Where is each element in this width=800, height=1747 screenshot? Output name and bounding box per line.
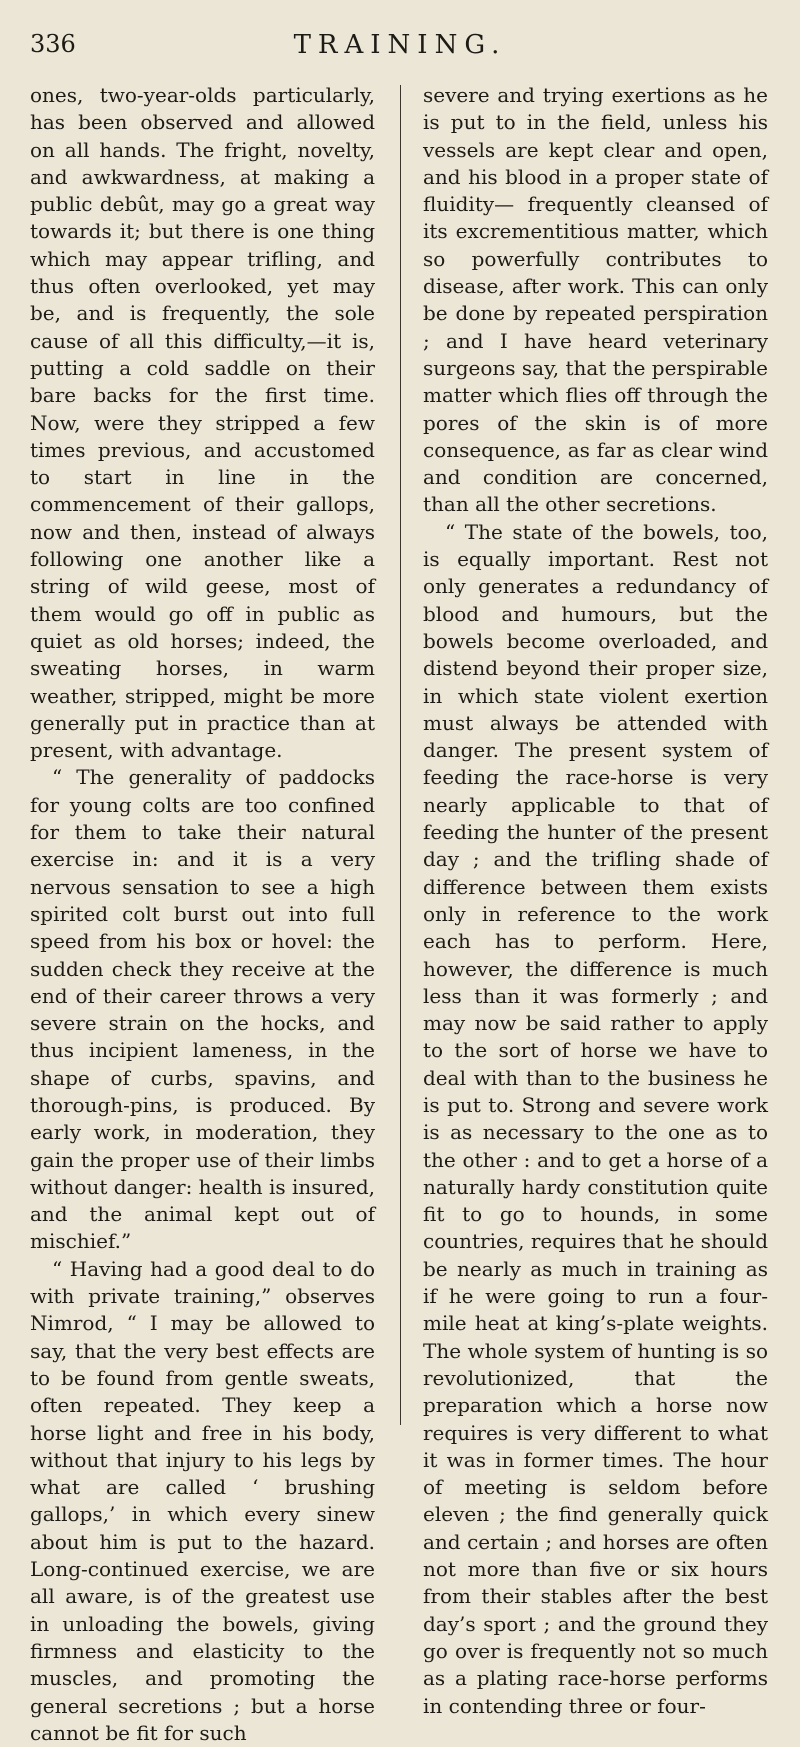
page-number: 336 — [30, 30, 76, 58]
paragraph: severe and trying exertions as he is put to in the field, unless his vessels are kept clear and open, and his blood in a proper state of fluidity— frequently cleansed of its excrementitious matter, which so powerfully contributes to disease, after work. This can only be done by repeated perspiration ; and I have heard veterinary surgeons say, that the perspirable matter which flies off through the pores of the skin is of more consequence, as far as clear wind and condition are concerned, than all the other secretions. — [423, 83, 768, 517]
paragraph: “ The state of the bowels, too, is equally important. Rest not only generates a redundancy of blood and humours, but the bowels become overloaded, and distend beyond their proper size, in which state violent exertion must always be attended with danger. The present system of feeding the race-horse is very nearly applicable to that of feeding the hunter of the present day ; and the trifling shade of difference between them exists only in reference to the work each has to perform. Here, however, the difference is much less than it was formerly ; and may now be said rather to apply to the sort of horse we have to deal with than to the business he is put to. Strong and severe work is as necessary to the one as to the other : and to get a horse of a naturally hardy constitution quite fit to go to hounds, in some countries, requires that he should be nearly as much in training as if he were going to run a four-mile heat at king’s-plate weights. The whole system of hunting is so revolutionized, that the preparation which a horse now requires is very different to what it was in former times. The hour of meeting is seldom before eleven ; the find generally quick and certain ; and horses are often not more than five or six hours from their stables after the best day’s sport ; and the ground they go over is frequently not so much as a plating race-horse performs in contending three or four- — [423, 519, 768, 1718]
left-column — [30, 82, 375, 1747]
running-head — [30, 30, 770, 64]
paragraph: “ The generality of paddocks for young colts are too confined for them to take their natural exercise in: and it is a very nervous sensation to see a high spirited colt burst out into full speed from his box or hovel: the sudden check they receive at the end of their career throws a very severe strain on the hocks, and thus incipient lameness, in the shape of curbs, spavins, and thorough-pins, is produced. By early work, in moderation, they gain the proper use of their limbs without danger: health is insured, and the animal kept out of mischief.” — [30, 765, 375, 1254]
paragraph: “ Having had a good deal to do with private training,” observes Nimrod, “ I may be allowed to say, that the very best effects are to be found from gentle sweats, often repeated. They keep a horse light and free in his body, without that injury to his legs by what are called ‘ brushing gallops,’ in which every sinew about him is put to the hazard. Long-continued exercise, we are all aware, is of the greatest use in unloading the bowels, giving firmness and elasticity to the muscles, and promoting the general secretions ; but a horse cannot be fit for such — [30, 1256, 375, 1745]
running-title: TRAINING. — [293, 30, 507, 60]
paragraph: ones, two-year-olds particularly, has been observed and allowed on all hands. The fright, novelty, and awkwardness, at making a public debût, may go a great way towards it; but there is one thing which may appear trifling, and thus often overlooked, yet may be, and is frequently, the sole cause of all this difficulty,—it is, putting a cold saddle on their bare backs for the first time. Now, were they stripped a few times previous, and accustomed to start in line in the commencement of their gallops, now and then, instead of always following one another like a string of wild geese, most of them would go off in public as quiet as old horses; indeed, the sweating horses, in warm weather, stripped, might be more generally put in practice than at present, with advantage. — [30, 83, 375, 763]
right-column — [423, 82, 768, 1720]
column-divider — [400, 85, 401, 1425]
